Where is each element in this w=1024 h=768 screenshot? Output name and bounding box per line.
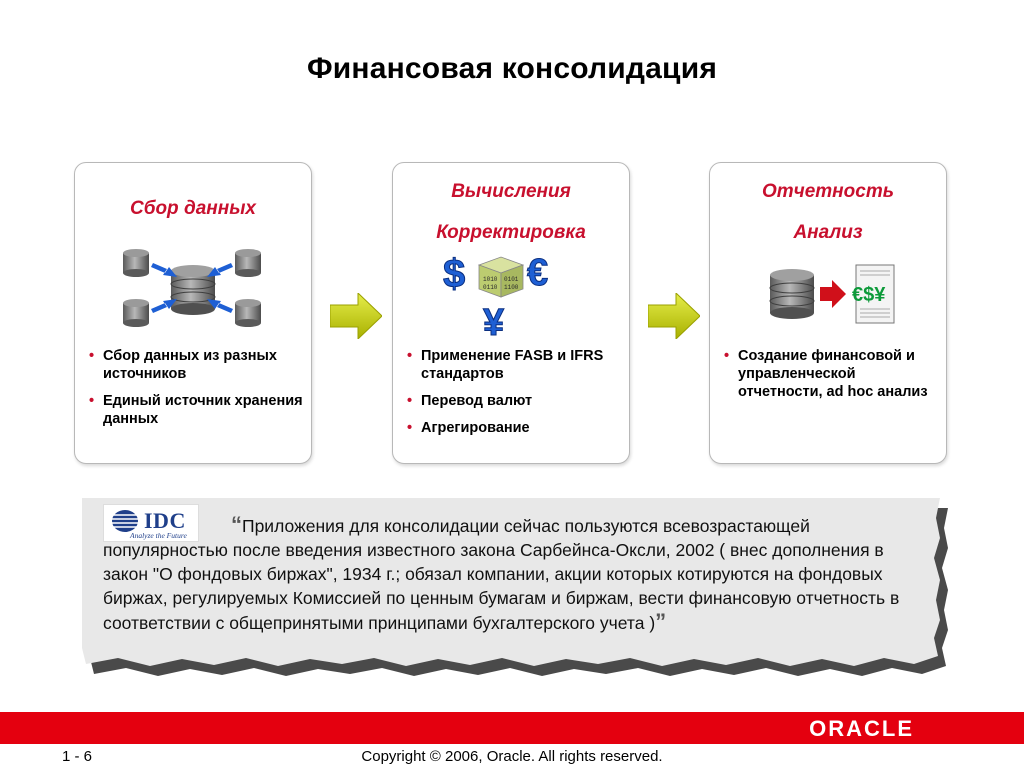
- bullet-item: • Создание финансовой и управленческой отчетности, ad hoc анализ: [724, 347, 939, 401]
- slide-title: Финансовая консолидация: [306, 52, 718, 85]
- bullet-item: • Единый источник хранения данных: [89, 392, 304, 428]
- bullet-item: • Перевод валют: [407, 392, 622, 410]
- report-icon: [852, 265, 894, 323]
- euro-icon: [527, 252, 548, 294]
- svg-text:€: €: [527, 252, 549, 294]
- svg-text:0101: 0101: [504, 276, 519, 283]
- card-heading: Корректировка: [436, 222, 586, 243]
- flow-arrow-icon: [648, 293, 700, 339]
- bullet-list: [89, 347, 304, 437]
- card-heading: Сбор данных: [129, 198, 257, 219]
- card-reporting: [709, 162, 947, 464]
- quote-body: Приложения для консолидации сейчас пользуются всевозрастающей популярностью после введения известного закона Сарбейнса-Оксли, 2002 ( внес дополнения в закон "О фондовых биржах", 1934 г.; обязал компании, акции которых котируются на фондовых биржах, регулируемых Комиссией по ценным бумагам и биржам, вести финансовую отчетность в соответствии с общепринятыми принципами бухгалтерского учета ): [103, 516, 900, 633]
- open-quote-mark: “: [231, 512, 242, 537]
- svg-text:$: $: [443, 252, 466, 296]
- database-icon: [123, 299, 149, 327]
- slide-number: 1 - 6: [62, 748, 93, 765]
- bullet-list: [724, 347, 939, 410]
- copyright-text: Copyright © 2006, Oracle. All rights reserved.: [361, 748, 663, 765]
- bullet-item: • Агрегирование: [407, 419, 622, 437]
- database-icon: [235, 299, 261, 327]
- card-heading: Отчетность: [761, 181, 895, 202]
- database-icon: [123, 249, 149, 277]
- card-calculations: [392, 162, 630, 464]
- data-cube-icon: [479, 257, 523, 297]
- card-heading: Анализ: [793, 222, 863, 243]
- database-icon: [235, 249, 261, 277]
- bullet-list: [407, 347, 622, 446]
- flow-arrow-icon: [330, 293, 382, 339]
- close-quote-mark: ”: [655, 609, 667, 634]
- oracle-logo: ORACLE: [809, 716, 914, 741]
- yen-icon: [483, 302, 504, 337]
- svg-text:0110: 0110: [483, 284, 498, 291]
- idc-logo-tagline: Analyze the Future: [130, 531, 187, 540]
- bullet-item: • Применение FASB и IFRS стандартов: [407, 347, 622, 383]
- quote-text: [103, 513, 923, 635]
- svg-text:¥: ¥: [483, 302, 505, 337]
- bullet-item: • Сбор данных из разных источников: [89, 347, 304, 383]
- central-database-icon: [171, 265, 215, 315]
- dollar-icon: [443, 252, 465, 296]
- idc-logo-text: IDC: [144, 508, 186, 533]
- currency-cube-icon: [439, 249, 569, 337]
- database-to-report-icon: [766, 261, 906, 327]
- red-arrow-icon: [820, 280, 846, 308]
- svg-text:1100: 1100: [504, 284, 519, 291]
- database-icon: [770, 269, 814, 319]
- database-consolidation-icon: [119, 247, 269, 331]
- card-data-collection: [74, 162, 312, 464]
- card-heading: Вычисления: [451, 181, 571, 202]
- svg-text:1010: 1010: [483, 276, 498, 283]
- svg-text:€$¥: €$¥: [852, 284, 886, 306]
